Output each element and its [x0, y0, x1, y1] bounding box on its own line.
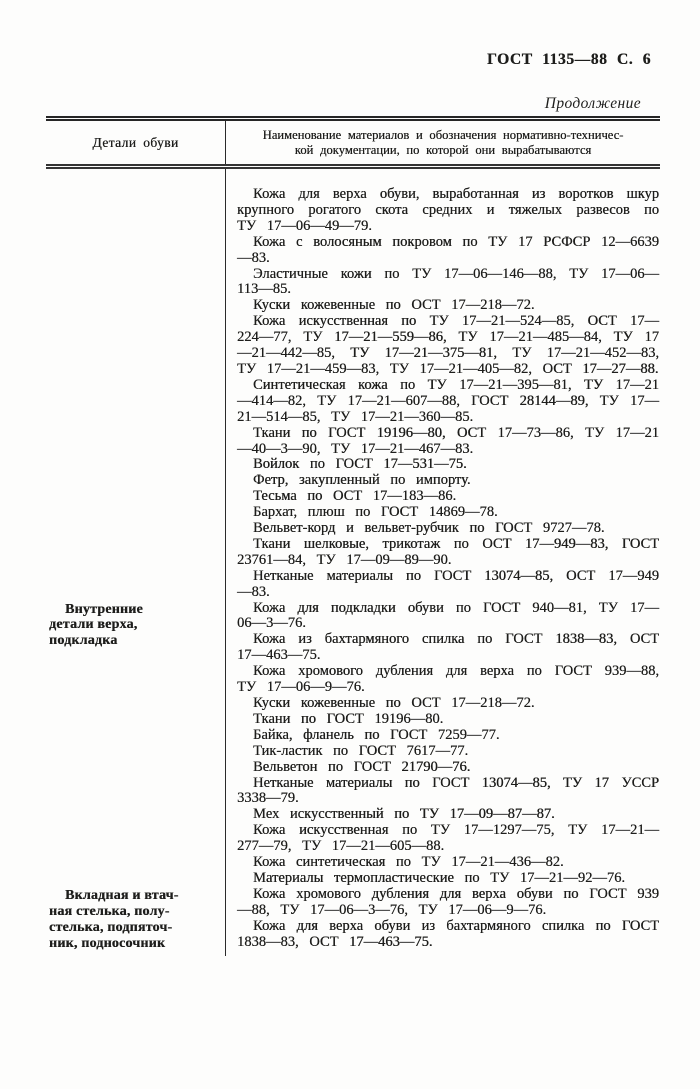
shoe-part-cell-empty: [46, 169, 225, 601]
shoe-part-line: Внутренние: [65, 601, 143, 617]
material-entry: Кожа с волосяным покровом по ТУ 17 РСФСР 12—6639—83.: [237, 233, 659, 266]
shoe-part-line: детали верха,: [49, 617, 138, 633]
material-entry: Эластичные кожи по ТУ 17—06—146—88, ТУ 17—06—113—85.: [237, 265, 659, 298]
material-entry: Кожа для верха обуви, выработанная из воротков шкур крупного рогатого скота средних и тяжелых развесов по ТУ 17—06—49—79.: [237, 186, 659, 234]
shoe-part-line: подкладка: [49, 633, 118, 649]
materials-cell: [225, 601, 660, 887]
column-header-materials-line: кой документации, по которой они вырабатываются: [294, 143, 592, 157]
material-entry: Кожа хромового дубления для верха по ГОСТ 939—88, ТУ 17—06—9—76.: [237, 663, 659, 696]
shoe-part-line: Вкладная и втач-: [65, 887, 179, 903]
materials-table: [46, 116, 660, 956]
column-header-materials-line: Наименование материалов и обозначения нормативно-техничес-: [262, 128, 624, 142]
material-entry: Куски кожевенные по ОСТ 17—218—72.: [253, 695, 535, 711]
material-entry: Байка, фланель по ГОСТ 7259—77.: [253, 726, 500, 743]
materials-cell: [225, 887, 660, 956]
material-entry: Тесьма по ОСТ 17—183—86.: [253, 488, 457, 505]
row-inner-upper-details-lining: [46, 601, 660, 887]
table-body: [46, 169, 660, 956]
shoe-part-line: ник, подносочник: [49, 935, 166, 951]
material-entry: Нетканые материалы по ГОСТ 13074—85, ОСТ 17—949—83.: [237, 567, 659, 600]
material-entry: Ткани по ГОСТ 19196—80.: [253, 710, 444, 727]
material-entry: Синтетическая кожа по ТУ 17—21—395—81, ТУ 17—21—414—82, ТУ 17—21—607—88, ГОСТ 28144—89, ТУ 17—21—514—85, ТУ 17—21—360—85.: [237, 376, 659, 425]
material-entry: Кожа из бахтармяного спилка по ГОСТ 1838—83, ОСТ 17—463—75.: [237, 631, 659, 664]
shoe-part-cell: [46, 887, 225, 956]
material-entry: Кожа искусственная по ТУ 17—1297—75, ТУ 17—21—277—79, ТУ 17—21—605—88.: [237, 822, 659, 855]
row-insole-parts: [46, 887, 660, 956]
table-header-row: [46, 116, 660, 169]
material-entry: Мех искусственный по ТУ 17—09—87—87.: [253, 806, 555, 823]
column-header-shoe-parts: Детали обуви: [92, 134, 179, 150]
materials-cell: [225, 169, 660, 601]
material-entry: Войлок по ГОСТ 17—531—75.: [253, 456, 467, 473]
material-entry: Ткани шелковые, трикотаж по ОСТ 17—949—83, ГОСТ 23761—84, ТУ 17—09—89—90.: [237, 535, 659, 568]
shoe-part-line: стелька, подпяточ-: [49, 919, 173, 935]
material-entry: Нетканые материалы по ГОСТ 13074—85, ТУ 17 УССР 3338—79.: [237, 774, 659, 807]
material-entry: Вельвет-корд и вельвет-рубчик по ГОСТ 9727—78.: [253, 520, 605, 537]
material-entry: Кожа искусственная по ТУ 17—21—524—85, ОСТ 17—224—77, ТУ 17—21—559—86, ТУ 17—21—485—84, ТУ 17—21—442—85, ТУ 17—21—375—81, ТУ 17—21—452—83, ТУ 17—21—459—83, ТУ 17—21—405—82, ОСТ 17—27—88.: [237, 313, 659, 377]
shoe-part-line: ная стелька, полу-: [49, 903, 170, 919]
material-entry: Вельветон по ГОСТ 21790—76.: [253, 758, 471, 775]
material-entry: Кожа для подкладки обуви по ГОСТ 940—81, ТУ 17—06—3—76.: [237, 599, 659, 632]
material-entry: Кожа хромового дубления для верха обуви по ГОСТ 939—88, ТУ 17—06—3—76, ТУ 17—06—9—76.: [237, 885, 659, 918]
material-entry: Тик-ластик по ГОСТ 7617—77.: [253, 742, 469, 759]
shoe-part-cell: [46, 601, 225, 887]
row-continued-materials: [46, 169, 660, 601]
material-entry: Ткани по ГОСТ 19196—80, ОСТ 17—73—86, ТУ 17—21—40—3—90, ТУ 17—21—467—83.: [237, 424, 659, 457]
column-header-materials: [225, 121, 660, 164]
continuation-label: Продолжение: [544, 95, 641, 112]
material-entry: Фетр, закупленный по импорту.: [253, 472, 471, 489]
material-entry: Бархат, плюш по ГОСТ 14869—78.: [253, 504, 498, 521]
material-entry: Кожа синтетическая по ТУ 17—21—436—82.: [253, 854, 564, 871]
material-entry: Кожа для верха обуви из бахтармяного спилка по ГОСТ 1838—83, ОСТ 17—463—75.: [237, 917, 659, 950]
material-entry: Материалы термопластические по ТУ 17—21—92—76.: [253, 869, 625, 886]
page-header-doc-ref: ГОСТ 1135—88 С. 6: [486, 51, 651, 68]
material-entry: Куски кожевенные по ОСТ 17—218—72.: [253, 297, 535, 314]
